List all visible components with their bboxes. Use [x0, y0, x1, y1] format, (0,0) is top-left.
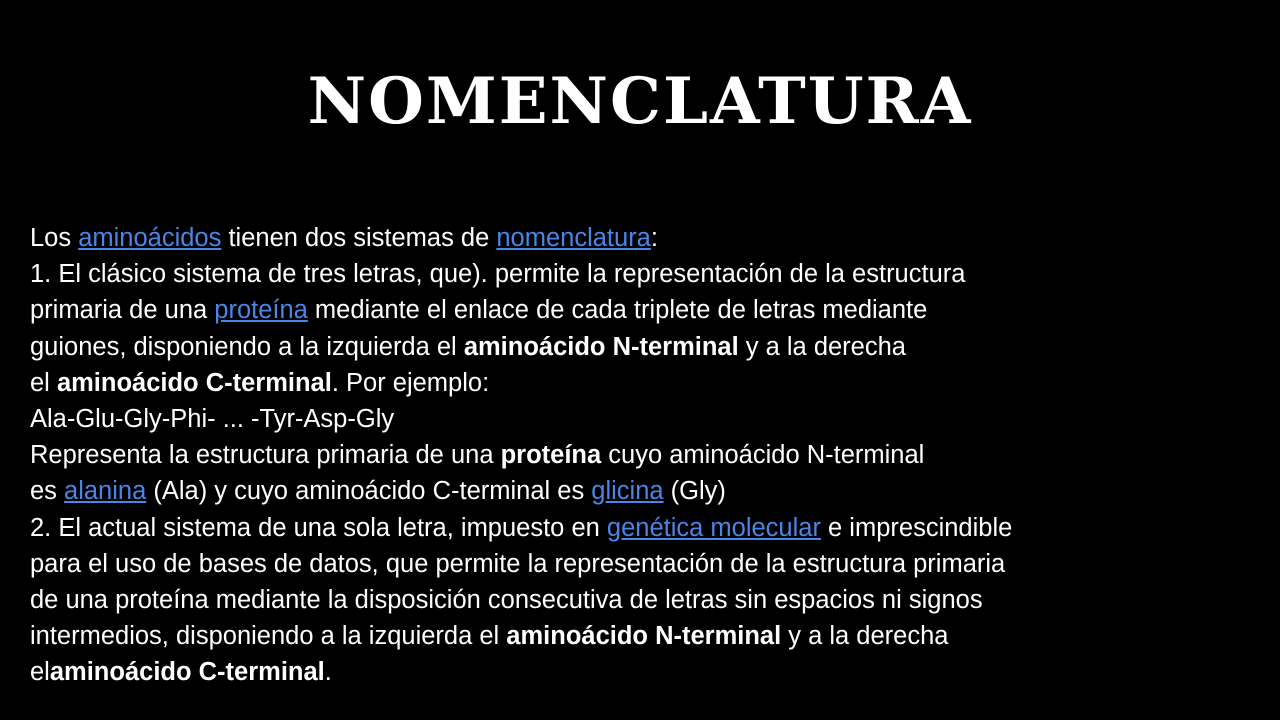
bold-c-terminal-2: aminoácido C-terminal — [49, 658, 325, 687]
text-line-7: Representa la estructura primaria de una proteína cuyo aminoácido N-terminal — [30, 441, 925, 470]
text-line-1: Los aminoácidos tienen dos sistemas de nomenclatura: — [30, 224, 658, 252]
text-line-2: 1. El clásico sistema de tres letras, que). permite la representación de la estructura — [30, 260, 966, 289]
text-line-12: intermedios, disponiendo a la izquierda el aminoácido N-terminal y a la derecha — [30, 622, 949, 651]
link-glicina[interactable]: glicina — [591, 477, 664, 506]
body-text — [30, 220, 1270, 690]
text-line-4: guiones, disponiendo a la izquierda el aminoácido N-terminal y a la derecha — [30, 332, 906, 361]
bold-proteina: proteína — [500, 441, 602, 470]
slide-title: NOMENCLATURA — [307, 64, 973, 139]
text-line-5: el aminoácido C-terminal. Por ejemplo: — [30, 368, 490, 397]
link-nomenclatura[interactable]: nomenclatura — [496, 224, 651, 252]
link-aminoacidos[interactable]: aminoácidos — [78, 224, 222, 252]
bold-n-terminal-2: aminoácido N-terminal — [506, 622, 782, 651]
text-line-10: para el uso de bases de datos, que permite la representación de la estructura primaria — [30, 549, 1006, 578]
link-proteina[interactable]: proteína — [214, 296, 308, 325]
bold-n-terminal: aminoácido N-terminal — [463, 332, 739, 361]
bold-c-terminal: aminoácido C-terminal — [56, 368, 332, 397]
text-line-3: primaria de una proteína mediante el enlace de cada triplete de letras mediante — [30, 296, 928, 325]
text-line-13: elaminoácido C-terminal. — [30, 658, 332, 687]
text-line-8: es alanina (Ala) y cuyo aminoácido C-terminal es glicina (Gly) — [30, 477, 726, 506]
text-line-9: 2. El actual sistema de una sola letra, impuesto en genética molecular e imprescindible — [30, 513, 1013, 542]
text-line-6: Ala-Glu-Gly-Phi- ... -Tyr-Asp-Gly — [30, 404, 395, 433]
link-genetica-molecular[interactable]: genética molecular — [606, 513, 821, 542]
text-line-11: de una proteína mediante la disposición consecutiva de letras sin espacios ni signos — [30, 585, 983, 614]
link-alanina[interactable]: alanina — [64, 477, 147, 506]
